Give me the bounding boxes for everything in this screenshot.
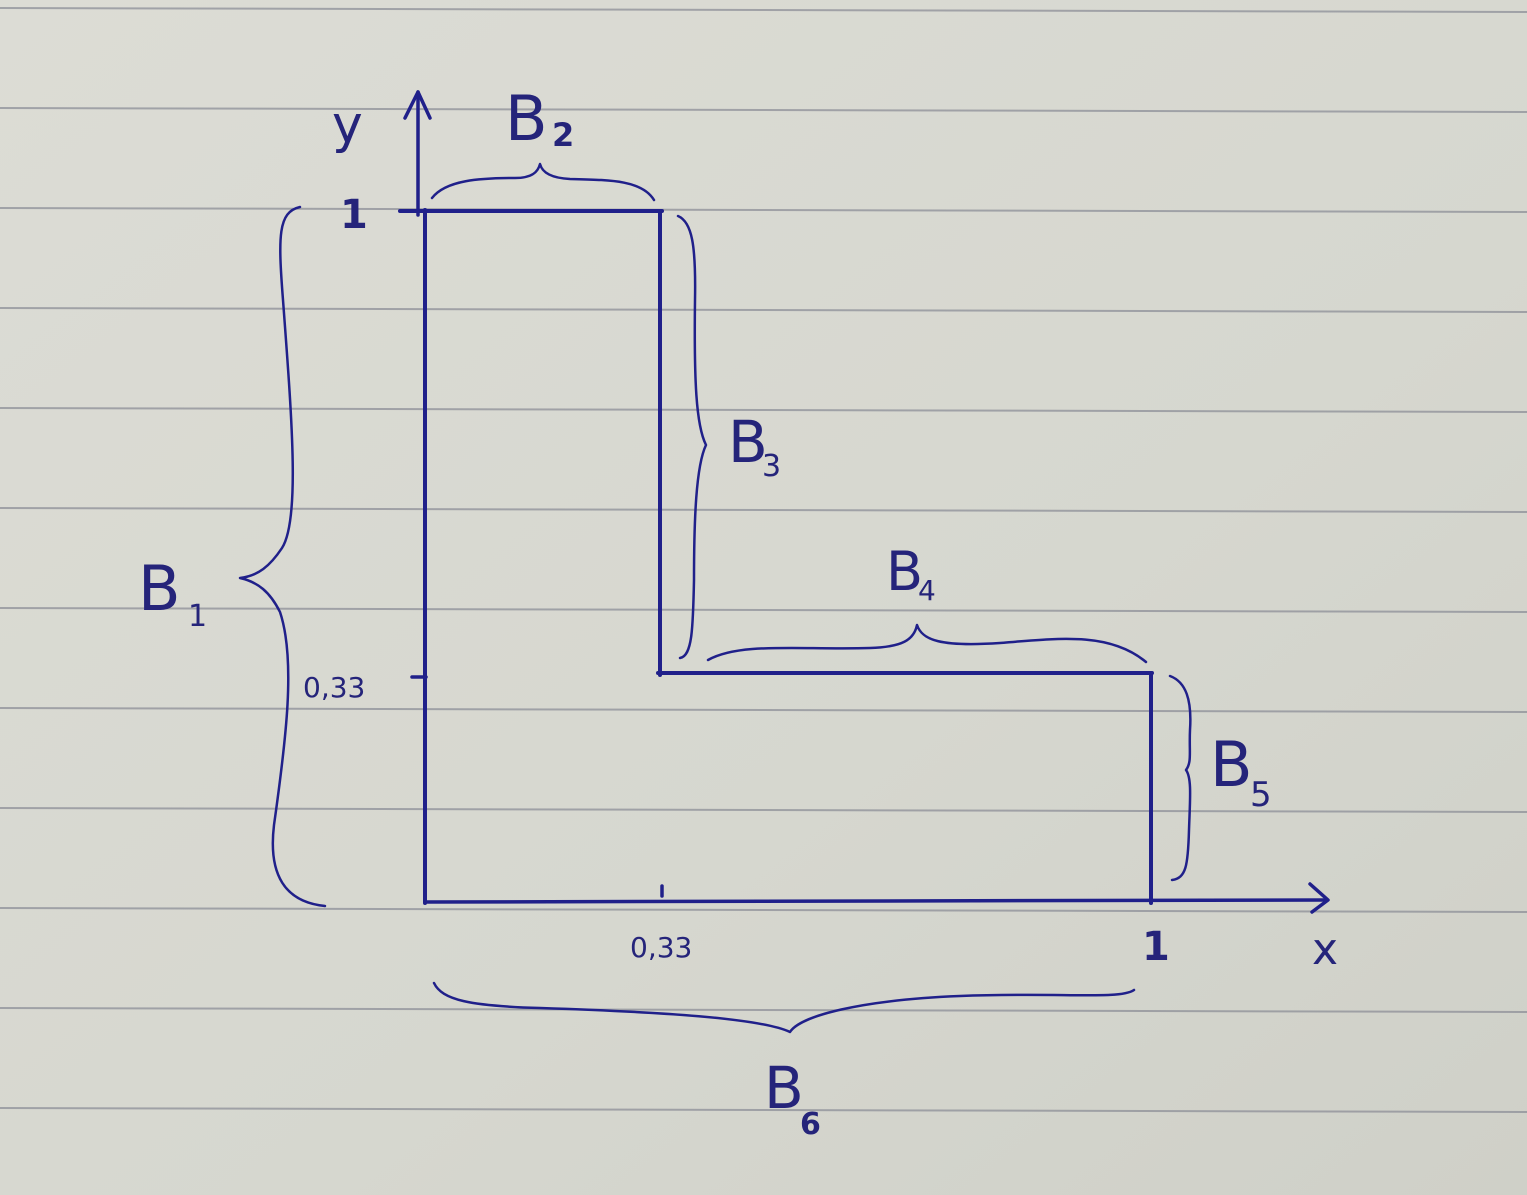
boundary-letter: B	[886, 540, 924, 603]
y-tick-label-1: 1	[340, 192, 368, 238]
boundary-letter: B	[728, 408, 768, 476]
boundary-index: 3	[762, 449, 782, 484]
boundary-letter: B	[1210, 728, 1253, 801]
y-tick-label-033: 0,33	[303, 671, 366, 704]
boundary-index: 4	[918, 574, 936, 607]
x-axis	[425, 900, 1325, 902]
boundary-index: 5	[1250, 775, 1272, 815]
x-tick-label-033: 0,33	[630, 931, 693, 964]
boundary-index: 1	[188, 599, 208, 634]
x-tick-label-1: 1	[1142, 924, 1170, 970]
y-axis-label: y	[332, 95, 363, 155]
boundary-index: 6	[800, 1107, 821, 1142]
boundary-index: 2	[552, 116, 575, 154]
boundary-letter: B	[138, 552, 181, 625]
boundary-letter: B	[764, 1054, 804, 1122]
x-axis-label: x	[1312, 924, 1339, 975]
boundary-letter: B	[505, 82, 548, 155]
